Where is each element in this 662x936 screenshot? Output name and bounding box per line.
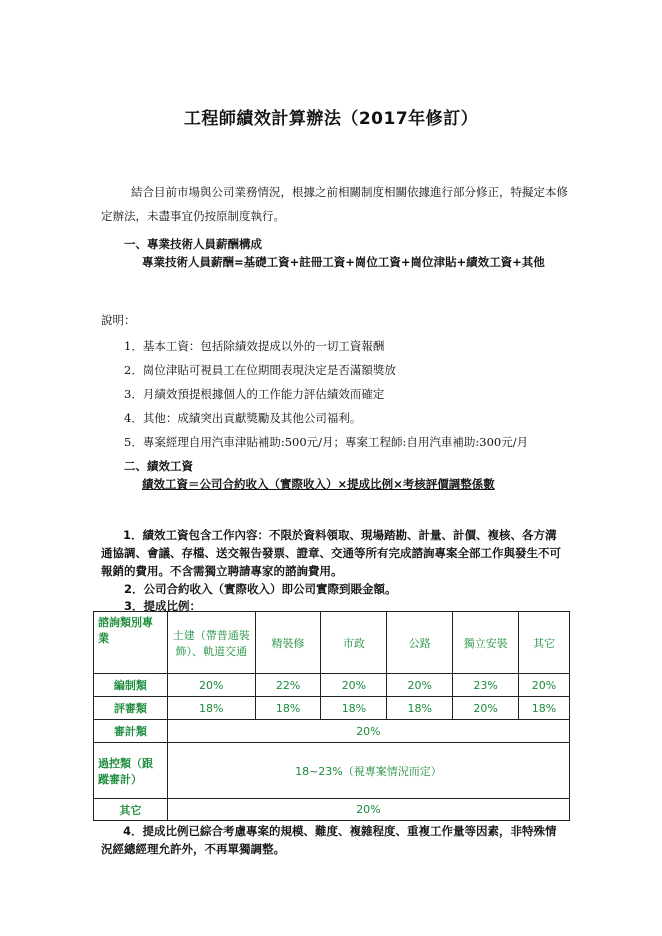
column-header: 獨立安裝 bbox=[453, 612, 519, 674]
list-item: 3．月績效預提根據個人的工作能力評估績效而確定 bbox=[124, 387, 385, 401]
column-header: 土建（帶普通裝飾）、軌道交通 bbox=[167, 612, 255, 674]
note-label: 說明： bbox=[101, 313, 136, 327]
table-corner-cell: 諮詢類別專業 bbox=[94, 612, 168, 674]
table-row bbox=[94, 697, 570, 720]
table-cell: 23% bbox=[453, 674, 519, 697]
intro-paragraph: 結合目前市場與公司業務情況，根據之前相關制度相關依據進行部分修正，特擬定本修定辦法，未盡事宜仍按原制度執行。 bbox=[101, 185, 568, 223]
table-cell: 18% bbox=[321, 697, 387, 720]
column-header: 其它 bbox=[519, 612, 570, 674]
list-item: 2．崗位津貼可視員工在位期間表現決定是否滿額獎放 bbox=[124, 363, 396, 377]
column-header: 精裝修 bbox=[255, 612, 321, 674]
list-item: 1．基本工資：包括除績效提成以外的一切工資報酬 bbox=[124, 339, 385, 353]
list-item: 5．專案經理自用汽車津貼補助:500元/月；專案工程師:自用汽車補助:300元/月 bbox=[124, 435, 529, 449]
point-1: 1．績效工資包含工作內容：不限於資料領取、現場踏勘、計量、計價、複核、各方溝通協調、會議、存檔、送交報告發票、證章、交通等所有完成諮詢專案全部工作與發生不可報銷的費用。不含需獨立聘請專家的諮詢費用。 bbox=[101, 528, 561, 578]
merged-cell: 20% bbox=[167, 720, 569, 743]
table-cell: 20% bbox=[387, 674, 453, 697]
row-label: 評審類 bbox=[94, 697, 168, 720]
list-item: 4．其他：成績突出貢獻獎勵及其他公司福利。 bbox=[124, 411, 362, 425]
salary-formula: 專業技術人員薪酬=基礎工資+註冊工資+崗位工資+崗位津貼+績效工資+其他 bbox=[142, 255, 545, 269]
table-row bbox=[94, 674, 570, 697]
note-list bbox=[124, 334, 528, 454]
table-cell: 20% bbox=[453, 697, 519, 720]
table-cell: 18% bbox=[519, 697, 570, 720]
row-label: 其它 bbox=[94, 799, 168, 821]
row-label: 編制類 bbox=[94, 674, 168, 697]
row-label: 過控類（跟蹤審計） bbox=[94, 743, 168, 799]
point-4: 4．提成比例已綜合考慮專案的規模、難度、複雜程度、重複工作量等因素，非特殊情況經總經理允許外，不再單獨調整。 bbox=[101, 824, 557, 856]
column-header: 公路 bbox=[387, 612, 453, 674]
table-row bbox=[94, 799, 570, 821]
table-cell: 18% bbox=[387, 697, 453, 720]
commission-rate-table bbox=[93, 611, 570, 821]
row-label: 審計類 bbox=[94, 720, 168, 743]
table-cell: 20% bbox=[321, 674, 387, 697]
table-row bbox=[94, 743, 570, 799]
table-cell: 18% bbox=[255, 697, 321, 720]
table-row bbox=[94, 720, 570, 743]
table-cell: 22% bbox=[255, 674, 321, 697]
document-title: 工程師績效計算辦法（2017年修訂） bbox=[183, 109, 479, 129]
table-cell: 18% bbox=[167, 697, 255, 720]
table-cell: 20% bbox=[519, 674, 570, 697]
point-3: 3．提成比例： bbox=[124, 599, 202, 613]
table-cell: 20% bbox=[167, 674, 255, 697]
section2-heading: 二、績效工資 bbox=[124, 459, 193, 473]
merged-cell: 20% bbox=[167, 799, 569, 821]
section1-heading: 一、專業技術人員薪酬構成 bbox=[124, 237, 262, 251]
performance-formula: 績效工資＝公司合約收入（實際收入）×提成比例×考核評價調整係數 bbox=[142, 477, 495, 491]
table-header-row bbox=[94, 612, 570, 674]
merged-cell: 18~23%（視專案情況而定） bbox=[167, 743, 569, 799]
point-2: 2．公司合約收入（實際收入）即公司實際到賬金額。 bbox=[124, 582, 397, 596]
column-header: 市政 bbox=[321, 612, 387, 674]
